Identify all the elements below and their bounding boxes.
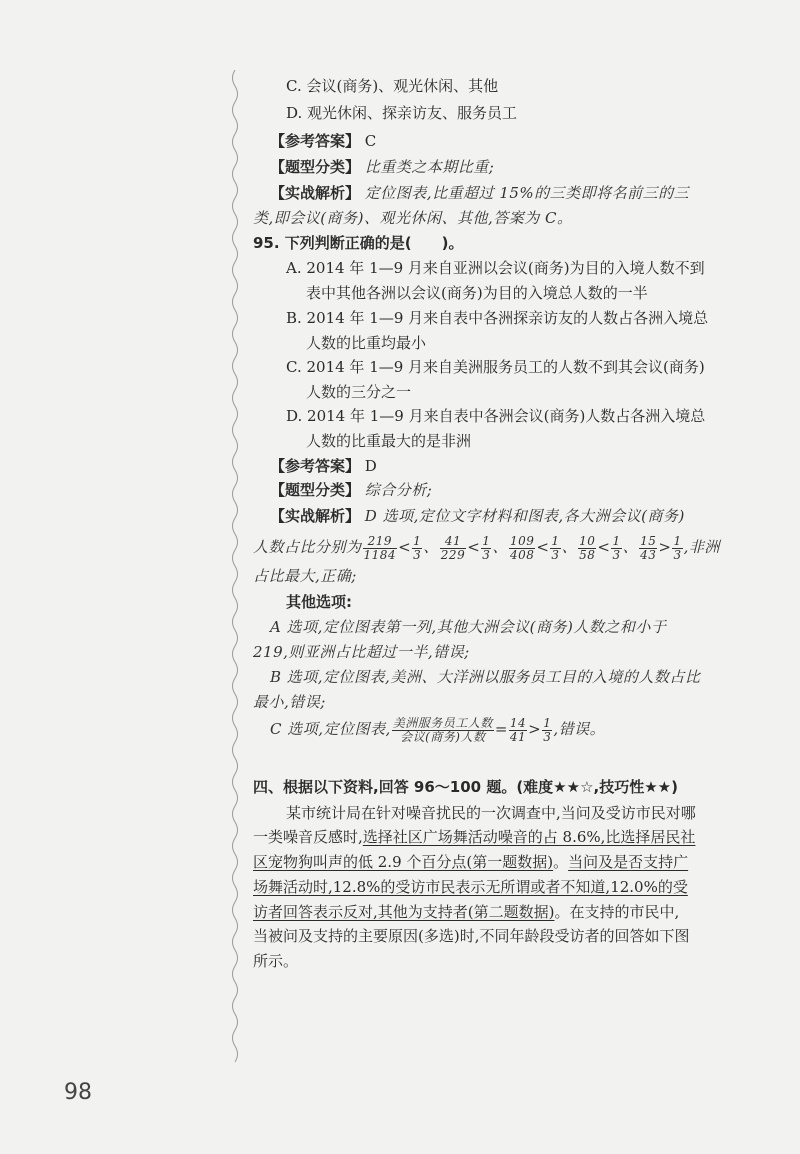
- passage-line-1: 某市统计局在针对噪音扰民的一次调查中,当问及受访市民对哪: [286, 804, 696, 822]
- fraction-operator: 、: [561, 538, 578, 556]
- fraction: [412, 535, 422, 562]
- answer-tag: 【参考答案】: [270, 132, 361, 150]
- fraction-denominator: 3: [413, 547, 422, 562]
- analysis-94-cont: 类,即会议(商务)、观光休闲、其他,答案为 C。: [253, 209, 573, 227]
- fraction-operator: <: [597, 538, 611, 556]
- option-d-line1: D. 2014 年 1—9 月来自表中各洲会议(商务)人数占各洲入境总: [286, 407, 706, 425]
- option-b-line1: B. 2014 年 1—9 月来自表中各洲探亲访友的人数占各洲入境总: [286, 309, 709, 327]
- option-a-analysis-2: 219,则亚洲占比超过一半,错误;: [253, 643, 470, 661]
- fraction-operator: <: [536, 538, 550, 556]
- fraction-numerator: 1: [482, 533, 491, 548]
- type-value: 综合分析;: [364, 481, 433, 499]
- passage-text: 。: [553, 853, 569, 871]
- passage-line-5: [253, 902, 679, 922]
- option-b-analysis-1: B 选项,定位图表,美洲、大洋洲以服务员工目的入境的人数占比: [270, 668, 701, 686]
- fraction-denominator: 3: [673, 547, 682, 562]
- passage-underlined: 区宠物狗叫声的低 2.9 个百分点(第一题数据): [253, 853, 554, 871]
- fraction: [481, 535, 491, 562]
- fraction: [440, 535, 466, 562]
- fraction: [672, 535, 682, 562]
- type-tag: 【题型分类】: [270, 481, 361, 499]
- analysis-95-conclusion: 占比最大,正确;: [253, 567, 357, 585]
- fraction-denominator: 3: [543, 729, 552, 744]
- fraction-operator: >: [658, 538, 672, 556]
- type-tag: 【题型分类】: [270, 158, 361, 176]
- fraction-denominator: 1184: [363, 547, 397, 562]
- answer-value: C: [364, 132, 377, 150]
- option-c-line2: 人数的三分之一: [306, 383, 412, 401]
- type-95: [270, 480, 432, 500]
- page-number: 98: [64, 1080, 92, 1105]
- option-c-suffix: ,错误。: [553, 720, 606, 738]
- fraction-numerator: 109: [509, 533, 535, 548]
- fraction-denominator: 41: [509, 729, 527, 744]
- option-b-line2: 人数的比重均最小: [306, 334, 427, 352]
- fraction-denominator: 3: [551, 547, 560, 562]
- fraction-numerator: 1: [612, 533, 621, 548]
- fraction: [509, 717, 527, 744]
- fraction-operator: <: [398, 538, 412, 556]
- fraction-operator: >: [528, 720, 542, 738]
- analysis-text: 定位图表,比重超过 15%的三类即将名前三的三: [364, 184, 690, 202]
- analysis-95-fractions: [253, 530, 720, 564]
- passage-underlined: 当问及是否支持广: [568, 853, 689, 871]
- fraction: [363, 535, 398, 562]
- fraction-numerator: 10: [579, 533, 596, 548]
- answer-95: [270, 456, 377, 476]
- option-c-prev: C. 会议(商务)、观光休闲、其他: [286, 77, 499, 95]
- fraction-operator: =: [494, 720, 508, 738]
- passage-line-7: 所示。: [253, 952, 299, 970]
- fraction-numerator: 14: [509, 715, 527, 730]
- option-b-analysis-2: 最小,错误;: [253, 693, 326, 711]
- answer-94: [270, 131, 376, 151]
- option-d-prev: D. 观光休闲、探亲访友、服务员工: [286, 104, 518, 122]
- fraction-denominator: 229: [440, 547, 466, 562]
- fraction: [542, 717, 552, 744]
- other-options-heading: 其他选项:: [286, 593, 352, 611]
- passage-line-4: [253, 877, 688, 897]
- fraction-numerator: 219: [363, 535, 398, 549]
- fraction: [611, 535, 621, 562]
- fraction-denominator: 408: [509, 547, 535, 562]
- answer-tag: 【参考答案】: [270, 457, 361, 475]
- fraction-suffix: ,非洲: [683, 538, 720, 556]
- answer-value: D: [364, 457, 377, 475]
- fraction-operator: 、: [423, 538, 439, 556]
- fraction-numerator: 1: [551, 533, 560, 548]
- type-value: 比重类之本期比重;: [364, 158, 495, 176]
- section-four-heading: 四、根据以下资料,回答 96～100 题。(难度★★☆,技巧性★★): [253, 778, 678, 796]
- fraction-list: [391, 715, 554, 744]
- fraction: [509, 535, 535, 562]
- passage-underlined: 访者回答表示反对,其他为支持者(第二题数据): [253, 903, 555, 921]
- analysis-tag: 【实战解析】: [270, 184, 361, 202]
- fraction-numerator: 1: [673, 533, 682, 548]
- option-a-line1: A. 2014 年 1—9 月来自亚洲以会议(商务)为目的入境人数不到: [286, 259, 705, 277]
- fraction-numerator: 1: [413, 533, 422, 548]
- analysis-95: [270, 506, 685, 526]
- fraction-denominator: 3: [482, 547, 491, 562]
- fraction-list: [362, 533, 684, 562]
- fraction-operator: 、: [622, 538, 639, 556]
- option-c-prefix: C 选项,定位图表,: [270, 720, 391, 738]
- fraction-denominator: 58: [579, 547, 596, 562]
- fraction: [578, 535, 596, 562]
- option-c-analysis: [270, 712, 605, 746]
- analysis-text: D 选项,定位文字材料和图表,各大洲会议(商务): [364, 507, 685, 525]
- option-d-line2: 人数的比重最大的是非洲: [306, 432, 472, 450]
- fraction-denominator: 会议(商务)人数: [400, 729, 486, 744]
- fraction: [392, 717, 494, 744]
- passage-text: 。在支持的市民中,: [554, 903, 680, 921]
- fraction-denominator: 43: [640, 547, 657, 562]
- fraction-denominator: 3: [612, 547, 621, 562]
- analysis-94: [270, 183, 689, 203]
- analysis-tag: 【实战解析】: [270, 507, 361, 525]
- fraction-prefix: 人数占比分别为: [253, 538, 362, 556]
- fraction-numerator: 15: [640, 533, 657, 548]
- fraction-operator: 、: [492, 538, 508, 556]
- passage-underlined: 场舞活动时,12.8%的受访市民表示无所谓或者不知道,12.0%的受: [253, 878, 688, 896]
- passage-text: 一类噪音反感时,: [253, 828, 363, 846]
- binding-edge: [228, 70, 242, 1070]
- option-a-analysis-1: A 选项,定位图表第一列,其他大洲会议(商务)人数之和小于: [270, 618, 667, 636]
- type-94: [270, 157, 494, 177]
- option-a-line2: 表中其他各洲以会议(商务)为目的入境总人数的一半: [306, 284, 648, 302]
- fraction: [639, 535, 657, 562]
- fraction: [550, 535, 560, 562]
- passage-line-6: 当被问及支持的主要原因(多选)时,不同年龄段受访者的回答如下图: [253, 927, 690, 945]
- question-95: 95. 下列判断正确的是( )。: [253, 234, 464, 252]
- fraction-operator: <: [467, 538, 481, 556]
- option-c-line1: C. 2014 年 1—9 月来自美洲服务员工的人数不到其会议(商务): [286, 358, 705, 376]
- fraction-numerator: 美洲服务员工人数: [392, 715, 493, 730]
- fraction-numerator: 41: [440, 535, 466, 549]
- fraction-numerator: 1: [543, 715, 552, 730]
- passage-line-2: [253, 827, 695, 847]
- passage-line-3: [253, 852, 688, 872]
- passage-underlined: 选择社区广场舞活动噪音的占 8.6%,比选择居民社: [362, 828, 696, 846]
